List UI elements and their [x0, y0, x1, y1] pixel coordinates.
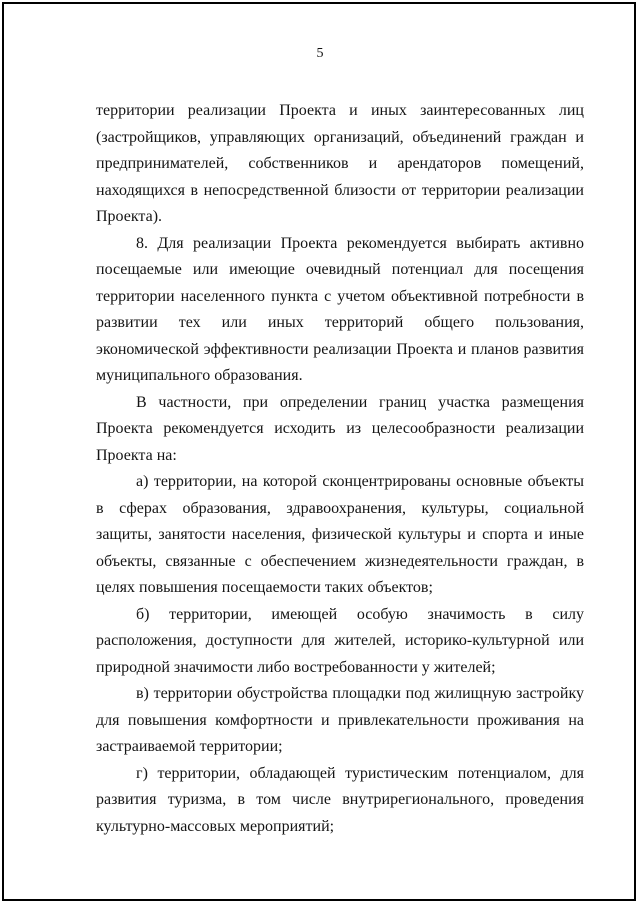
document-body	[96, 98, 584, 840]
paragraph-boundaries: В частности, при определении границ участка размещения Проекта рекомендуется исходить из целесообразности реализации Проекта на:	[96, 393, 584, 464]
page-number: 5	[316, 46, 324, 61]
list-item-g: г) территории, обладающей туристическим потенциалом, для развития туризма, в том числе внутрирегионального, проведения культурно-массовых мероприятий;	[96, 764, 584, 835]
list-item-v: в) территории обустройства площадки под жилищную застройку для повышения комфортности и привлекательности проживания на застраиваемой территории;	[96, 685, 584, 755]
list-item-a: а) территории, на которой сконцентрированы основные объекты в сферах образования, здравоохранения, культуры, социальной защиты, занятости населения, физической культуры и спорта и иные объекты, связанные с обеспечением жизнедеятельности граждан, в целях повышения посещаемости таких объектов;	[96, 473, 584, 596]
list-item-b: б) территории, имеющей особую значимость в силу расположения, доступности для жителей, историко-культурной или природной значимости либо востребованности у жителей;	[96, 605, 584, 676]
paragraph-continuation: территории реализации Проекта и иных заинтересованных лиц (застройщиков, управляющих организаций, объединений граждан и предпринимателей, собственников и арендаторов помещений, находящихся в непосредственной близости от территории реализации Проекта).	[96, 102, 584, 225]
paragraph-item-8: 8. Для реализации Проекта рекомендуется выбирать активно посещаемые или имеющие очевидный потенциал для посещения территории населенного пункта с учетом объективной потребности в развитии тех или иных территорий общего пользования, экономической эффективности реализации Проекта и планов развития муниципального образования.	[96, 234, 584, 384]
